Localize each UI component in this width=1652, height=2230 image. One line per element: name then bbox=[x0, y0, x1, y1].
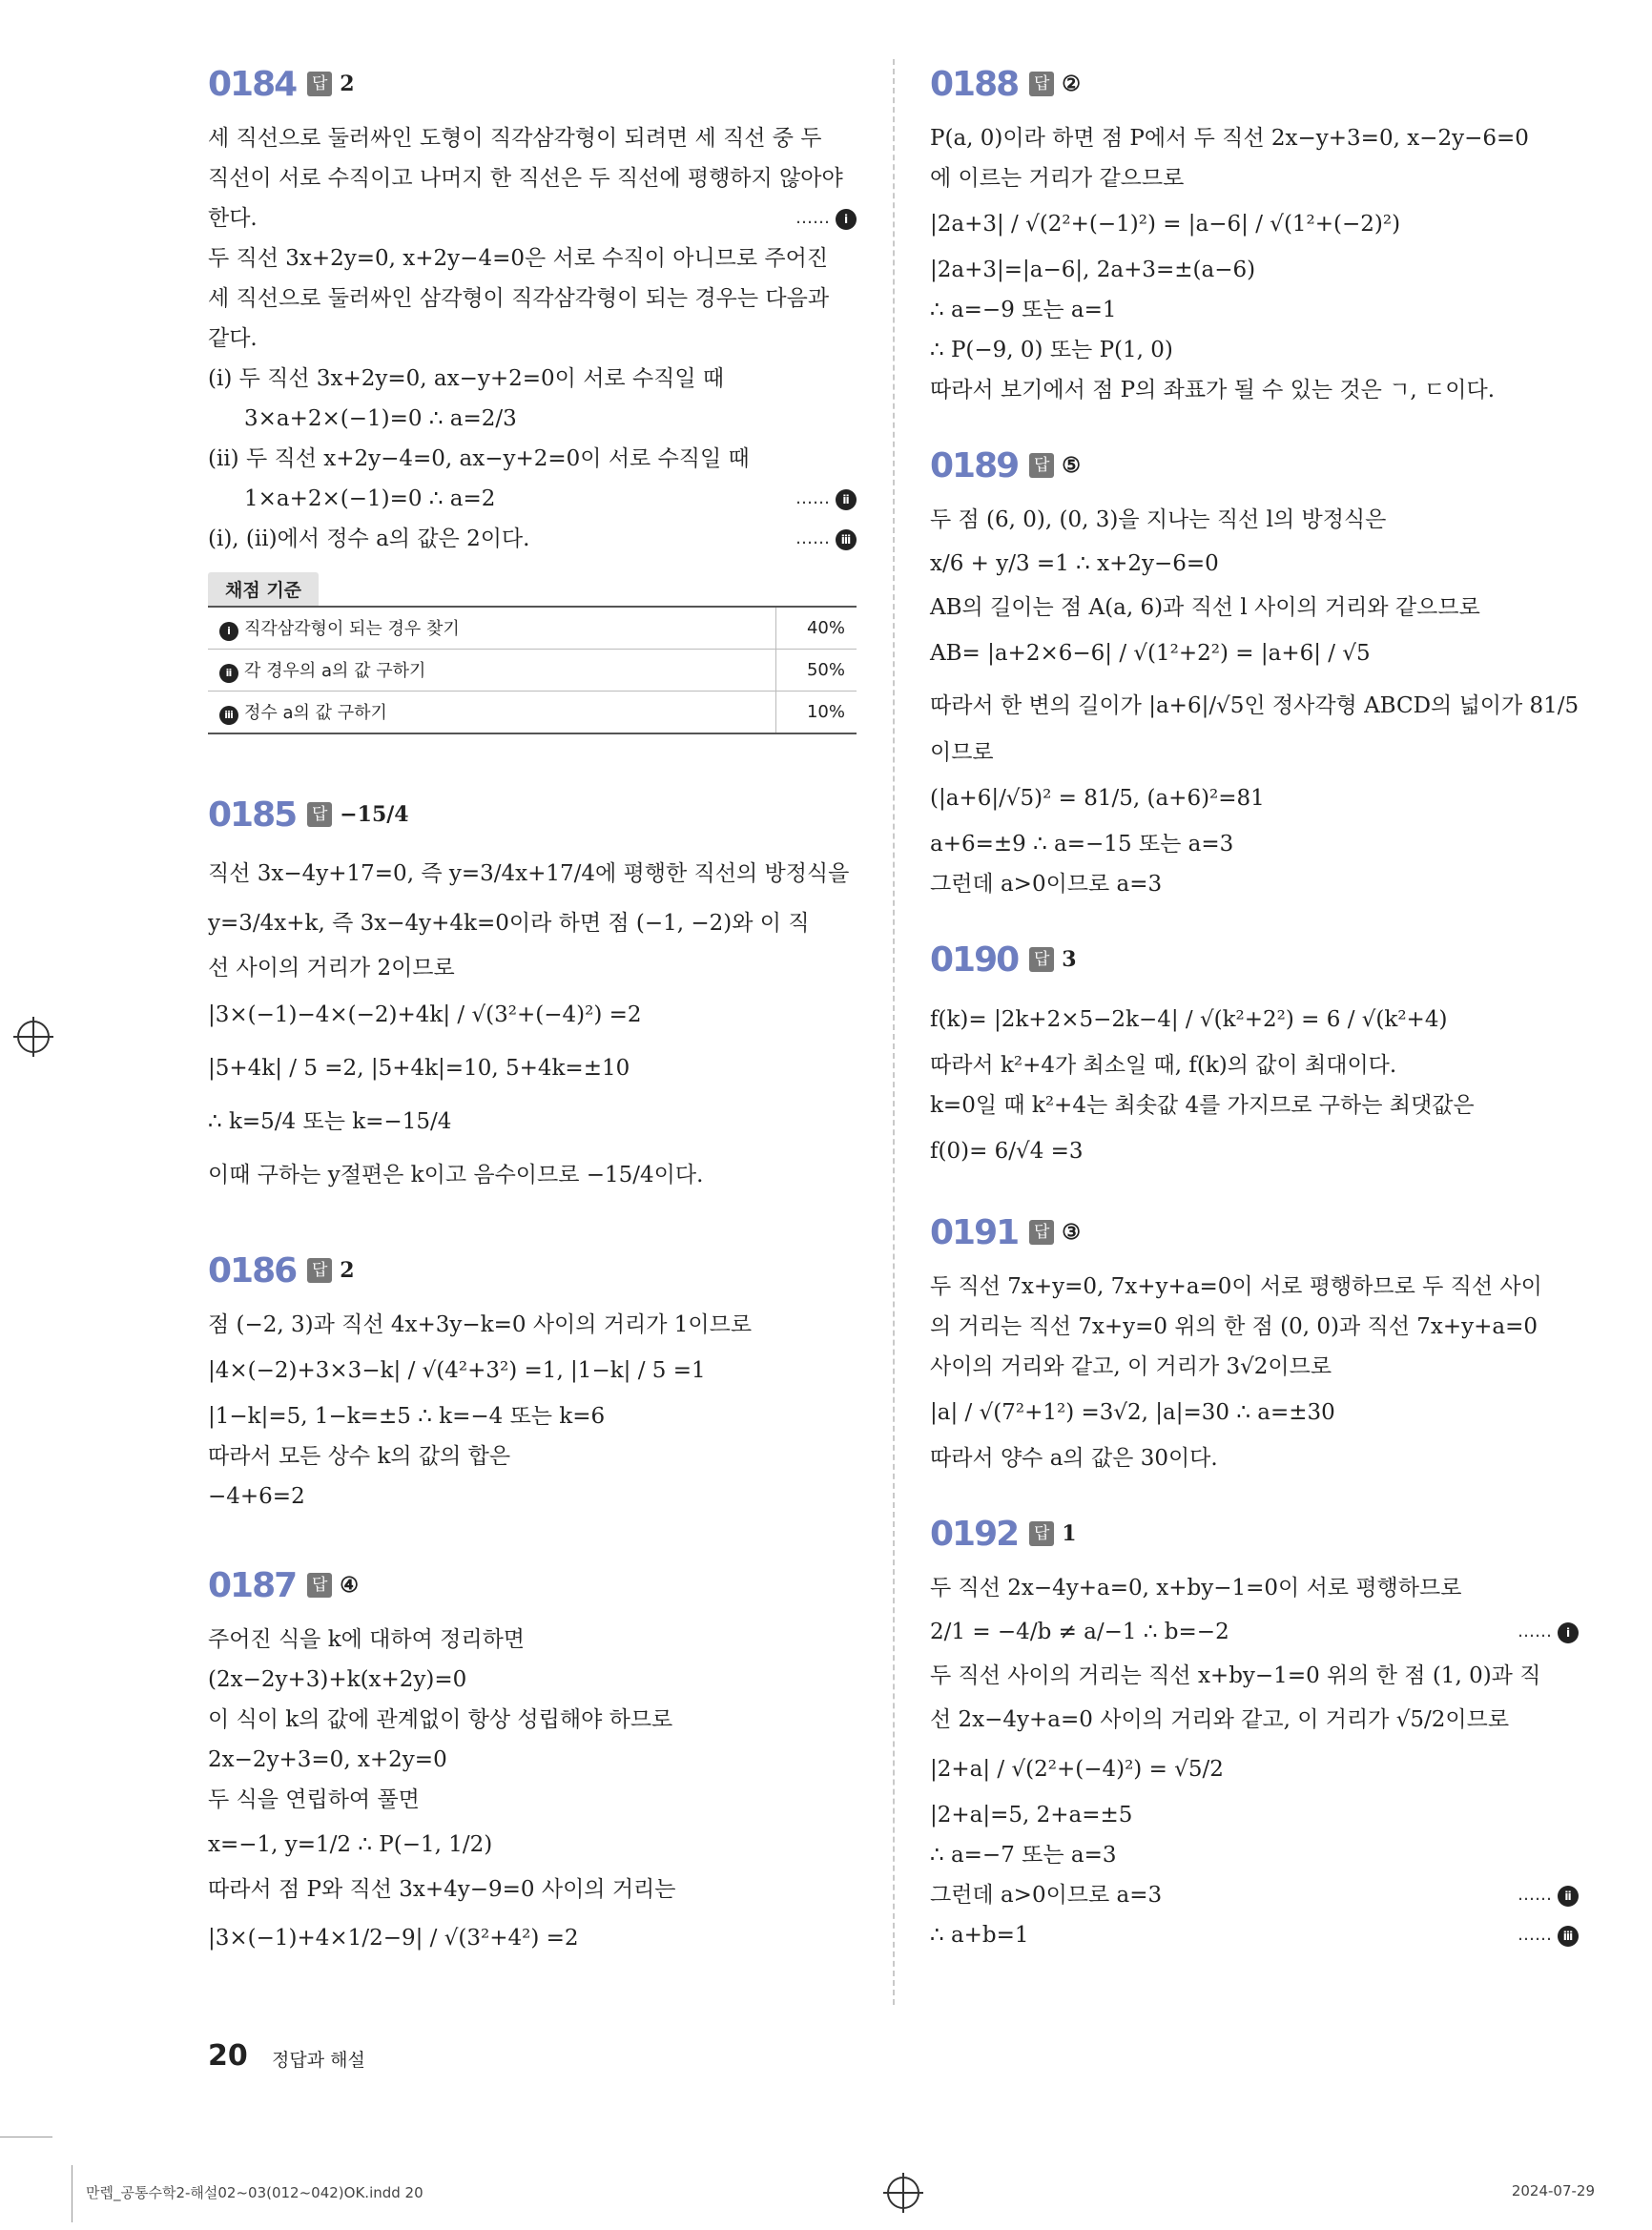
solution-0189 bbox=[930, 439, 1579, 904]
text-line: 따라서 한 변의 길이가 |a+6|/√5인 정사각형 ABCD의 넓이가 81/5 bbox=[930, 693, 1580, 718]
text-line: 세 직선으로 둘러싸인 도형이 직각삼각형이 되려면 세 직선 중 두 bbox=[208, 126, 822, 151]
print-file-info: 만렙_공통수학2-해설02~03(012~042)OK.indd 20 bbox=[86, 2184, 423, 2201]
rubric-percent: 10% bbox=[776, 692, 857, 734]
answer-tag: 답 bbox=[307, 802, 332, 827]
text-line: 선 2x−4y+a=0 사이의 거리와 같고, 이 거리가 √5/2이므로 bbox=[930, 1707, 1510, 1732]
print-date: 2024-07-29 bbox=[1511, 2182, 1595, 2199]
grading-mark-1: …… ⅰ bbox=[795, 198, 857, 238]
formula-line: |5+4k| / 5 =2, |5+4k|=10, 5+4k=±10 bbox=[208, 1056, 630, 1081]
solution-0184 bbox=[208, 57, 857, 734]
text-line: 따라서 보기에서 점 P의 좌표가 될 수 있는 것은 ㄱ, ㄷ이다. bbox=[930, 378, 1496, 403]
text-line: 의 거리는 직선 7x+y=0 위의 한 점 (0, 0)과 직선 7x+y+a=0 bbox=[930, 1314, 1538, 1339]
grading-mark-2: …… ⅱ bbox=[1518, 1875, 1579, 1915]
formula-line: 3×a+2×(−1)=0 ∴ a=2/3 bbox=[244, 406, 517, 431]
text-line: 두 점 (6, 0), (0, 3)을 지나는 직선 l의 방정식은 bbox=[930, 507, 1387, 532]
text-line: 두 직선 2x−4y+a=0, x+by−1=0이 서로 평행하므로 bbox=[930, 1576, 1462, 1600]
formula-line: f(k)= |2k+2×5−2k−4| / √(k²+2²) = 6 / √(k²+4) bbox=[930, 1007, 1448, 1032]
formula-line: f(0)= 6/√4 =3 bbox=[930, 1139, 1084, 1164]
problem-number: 0190 bbox=[930, 939, 1019, 980]
text-line: k=0일 때 k²+4는 최솟값 4를 가지므로 구하는 최댓값은 bbox=[930, 1093, 1475, 1118]
formula-line: 1×a+2×(−1)=0 ∴ a=2 bbox=[244, 486, 496, 511]
text-line: (ⅱ) 두 직선 x+2y−4=0, ax−y+2=0이 서로 수직일 때 bbox=[208, 446, 750, 471]
problem-number: 0189 bbox=[930, 445, 1019, 485]
formula-line: |2a+3|=|a−6|, 2a+3=±(a−6) bbox=[930, 258, 1256, 282]
formula-line: ∴ k=5/4 또는 k=−15/4 bbox=[208, 1109, 452, 1134]
formula-line: (2x−2y+3)+k(x+2y)=0 bbox=[208, 1667, 467, 1692]
formula-line: ∴ P(−9, 0) 또는 P(1, 0) bbox=[930, 338, 1173, 362]
answer-tag: 답 bbox=[307, 1258, 332, 1283]
formula-line: 2/1 = −4/b ≠ a/−1 ∴ b=−2 bbox=[930, 1620, 1229, 1644]
text-line: 두 직선 3x+2y=0, x+2y−4=0은 서로 수직이 아니므로 주어진 bbox=[208, 246, 829, 271]
formula-line: ∴ a=−9 또는 a=1 bbox=[930, 298, 1117, 322]
grading-mark-2: …… ⅱ bbox=[795, 479, 857, 519]
answer-tag: 답 bbox=[1029, 72, 1054, 96]
solution-0191 bbox=[930, 1206, 1579, 1478]
rubric-table bbox=[208, 606, 857, 734]
formula-line: |2a+3| / √(2²+(−1)²) = |a−6| / √(1²+(−2)²) bbox=[930, 212, 1401, 237]
grading-mark-3: …… ⅲ bbox=[1518, 1915, 1579, 1955]
text-line: 직선 3x−4y+17=0, 즉 y=3/4x+17/4에 평행한 직선의 방정식을 bbox=[208, 861, 850, 886]
rubric-label: 직각삼각형이 되는 경우 찾기 bbox=[244, 619, 460, 639]
rubric-label: 정수 a의 값 구하기 bbox=[244, 703, 387, 723]
solution-0190 bbox=[930, 933, 1579, 1177]
formula-line: |3×(−1)−4×(−2)+4k| / √(3²+(−4)²) =2 bbox=[208, 1002, 642, 1027]
answer-value: ⑤ bbox=[1062, 453, 1081, 478]
solution-0185 bbox=[208, 788, 857, 1202]
text-line: 선 사이의 거리가 2이므로 bbox=[208, 956, 455, 981]
footer-label: 정답과 해설 bbox=[272, 2050, 365, 2071]
rubric-badge: ⅱ bbox=[219, 664, 238, 683]
formula-line: |4×(−2)+3×3−k| / √(4²+3²) =1, |1−k| / 5 =1 bbox=[208, 1358, 706, 1383]
text-line: 이므로 bbox=[930, 740, 994, 765]
formula-line: x=−1, y=1/2 ∴ P(−1, 1/2) bbox=[208, 1832, 493, 1857]
problem-number: 0187 bbox=[208, 1565, 297, 1605]
text-line: P(a, 0)이라 하면 점 P에서 두 직선 2x−y+3=0, x−2y−6=0 bbox=[930, 126, 1529, 151]
formula-line: a+6=±9 ∴ a=−15 또는 a=3 bbox=[930, 832, 1234, 857]
text-line: 두 직선 사이의 거리는 직선 x+by−1=0 위의 한 점 (1, 0)과 직 bbox=[930, 1663, 1541, 1688]
formula-line: 그런데 a>0이므로 a=3 bbox=[930, 872, 1163, 897]
text-line: 직선이 서로 수직이고 나머지 한 직선은 두 직선에 평행하지 않아야 bbox=[208, 166, 843, 191]
answer-value: ③ bbox=[1062, 1220, 1081, 1245]
registration-mark-left bbox=[17, 1021, 50, 1053]
formula-line: 그런데 a>0이므로 a=3 bbox=[930, 1883, 1163, 1908]
answer-tag: 답 bbox=[1029, 947, 1054, 972]
problem-number: 0192 bbox=[930, 1514, 1019, 1554]
text-line: 사이의 거리와 같고, 이 거리가 3√2이므로 bbox=[930, 1354, 1332, 1379]
text-line: 에 이르는 거리가 같으므로 bbox=[930, 166, 1185, 191]
text-line: 두 직선 7x+y=0, 7x+y+a=0이 서로 평행하므로 두 직선 사이 bbox=[930, 1274, 1542, 1299]
answer-value: 1 bbox=[1062, 1521, 1077, 1546]
rubric-badge: ⅲ bbox=[219, 706, 238, 725]
rubric-row bbox=[208, 650, 857, 692]
text-line: (ⅰ), (ⅱ)에서 정수 a의 값은 2이다. bbox=[208, 527, 530, 551]
formula-line: (|a+6|/√5)² = 81/5, (a+6)²=81 bbox=[930, 786, 1265, 811]
text-line: y=3/4x+k, 즉 3x−4y+4k=0이라 하면 점 (−1, −2)와 이 직 bbox=[208, 911, 810, 936]
solution-0192 bbox=[930, 1507, 1579, 1955]
solution-0187 bbox=[208, 1559, 857, 1967]
grading-rubric bbox=[208, 572, 857, 734]
formula-line: 2x−2y+3=0, x+2y=0 bbox=[208, 1747, 447, 1772]
answer-value: 3 bbox=[1062, 947, 1077, 972]
text-line: 세 직선으로 둘러싸인 삼각형이 직각삼각형이 되는 경우는 다음과 bbox=[208, 286, 830, 311]
text-line: 이때 구하는 y절편은 k이고 음수이므로 −15/4이다. bbox=[208, 1163, 704, 1187]
left-column bbox=[208, 57, 857, 2009]
problem-number: 0188 bbox=[930, 64, 1019, 104]
formula-line: |2+a| / √(2²+(−4)²) = √5/2 bbox=[930, 1757, 1224, 1782]
formula-line: |3×(−1)+4×1/2−9| / √(3²+4²) =2 bbox=[208, 1926, 579, 1951]
answer-tag: 답 bbox=[307, 1573, 332, 1598]
right-column bbox=[930, 57, 1579, 1997]
answer-tag: 답 bbox=[307, 72, 332, 96]
formula-line: −4+6=2 bbox=[208, 1484, 305, 1509]
answer-value: 2 bbox=[340, 72, 355, 96]
answer-value: −15/4 bbox=[340, 802, 409, 827]
grading-mark-1: …… ⅰ bbox=[1518, 1608, 1579, 1656]
formula-line: x/6 + y/3 =1 ∴ x+2y−6=0 bbox=[930, 551, 1219, 576]
formula-line: ∴ a+b=1 bbox=[930, 1923, 1029, 1948]
problem-number: 0185 bbox=[208, 795, 297, 835]
text-line: AB의 길이는 점 A(a, 6)과 직선 l 사이의 거리와 같으므로 bbox=[930, 595, 1480, 620]
text-line: 같다. bbox=[208, 326, 258, 351]
rubric-label: 각 경우의 a의 값 구하기 bbox=[244, 661, 426, 681]
answer-value: 2 bbox=[340, 1258, 355, 1283]
formula-line: AB= |a+2×6−6| / √(1²+2²) = |a+6| / √5 bbox=[930, 641, 1371, 666]
rubric-percent: 40% bbox=[776, 607, 857, 650]
solution-0188 bbox=[930, 57, 1579, 410]
page-number: 20 bbox=[208, 2039, 248, 2073]
text-line: 주어진 식을 k에 대하여 정리하면 bbox=[208, 1627, 526, 1652]
solution-0186 bbox=[208, 1244, 857, 1517]
text-line: 따라서 양수 a의 값은 30이다. bbox=[930, 1446, 1218, 1471]
formula-line: |2+a|=5, 2+a=±5 bbox=[930, 1803, 1133, 1827]
problem-number: 0191 bbox=[930, 1212, 1019, 1252]
column-divider bbox=[893, 59, 895, 2005]
rubric-row bbox=[208, 692, 857, 734]
text-line: 따라서 k²+4가 최소일 때, f(k)의 값이 최대이다. bbox=[930, 1053, 1397, 1078]
text-line: 두 식을 연립하여 풀면 bbox=[208, 1787, 420, 1812]
text-line: 한다. bbox=[208, 206, 258, 231]
formula-line: |1−k|=5, 1−k=±5 ∴ k=−4 또는 k=6 bbox=[208, 1404, 606, 1429]
rubric-row bbox=[208, 607, 857, 650]
grading-mark-3: …… ⅲ bbox=[795, 519, 857, 559]
rubric-title: 채점 기준 bbox=[208, 572, 319, 606]
answer-tag: 답 bbox=[1029, 1521, 1054, 1546]
text-line: 이 식이 k의 값에 관계없이 항상 성립해야 하므로 bbox=[208, 1707, 673, 1732]
text-line: (ⅰ) 두 직선 3x+2y=0, ax−y+2=0이 서로 수직일 때 bbox=[208, 366, 725, 391]
rubric-badge: ⅰ bbox=[219, 622, 238, 641]
answer-value: ② bbox=[1062, 72, 1081, 96]
answer-tag: 답 bbox=[1029, 453, 1054, 478]
formula-line: |a| / √(7²+1²) =3√2, |a|=30 ∴ a=±30 bbox=[930, 1400, 1335, 1425]
problem-number: 0184 bbox=[208, 64, 297, 104]
problem-number: 0186 bbox=[208, 1250, 297, 1291]
text-line: 점 (−2, 3)과 직선 4x+3y−k=0 사이의 거리가 1이므로 bbox=[208, 1312, 753, 1337]
text-line: 따라서 점 P와 직선 3x+4y−9=0 사이의 거리는 bbox=[208, 1877, 676, 1902]
formula-line: ∴ a=−7 또는 a=3 bbox=[930, 1843, 1117, 1868]
text-line: 따라서 모든 상수 k의 값의 합은 bbox=[208, 1444, 511, 1469]
rubric-percent: 50% bbox=[776, 650, 857, 692]
answer-value: ④ bbox=[340, 1573, 359, 1598]
answer-tag: 답 bbox=[1029, 1220, 1054, 1245]
registration-mark-bottom bbox=[887, 2177, 919, 2209]
